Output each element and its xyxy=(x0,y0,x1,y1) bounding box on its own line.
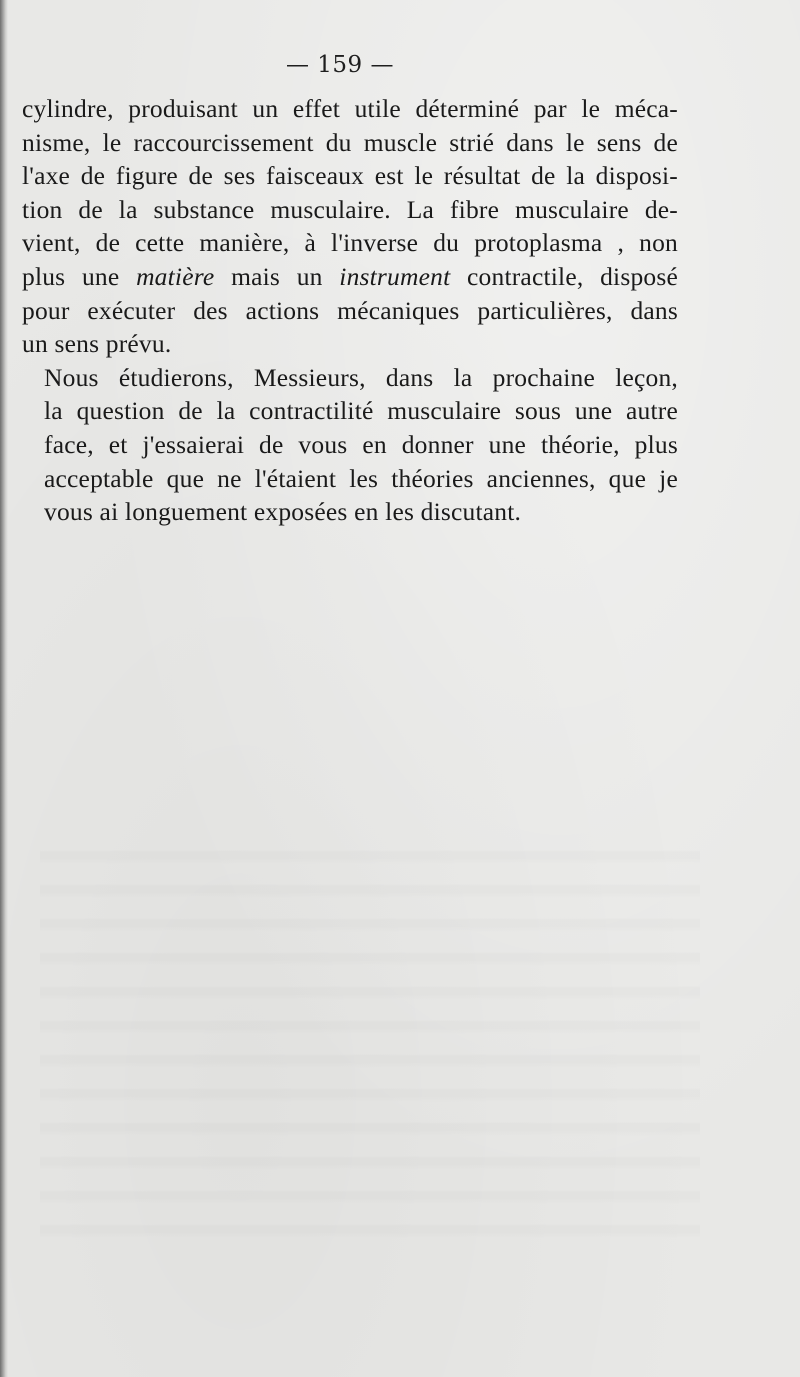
show-through-texture xyxy=(40,830,700,1250)
paragraph-2 xyxy=(22,361,678,529)
paragraph-1 xyxy=(22,92,678,361)
page-number: — 159 — xyxy=(285,52,395,78)
text-line: Nous étudierons, Messieurs, dans la prochaine leçon, xyxy=(44,362,678,392)
text-segment: mais un xyxy=(214,261,340,291)
text-line: un sens prévu. xyxy=(22,329,172,359)
text-line: vous ai longuement exposées en les discutant. xyxy=(44,497,522,527)
text-line: la question de la contractilité musculaire sous une autre xyxy=(44,396,678,426)
text-line: nisme, le raccourcissement du muscle strié dans le sens de xyxy=(22,127,678,157)
page-binding-edge xyxy=(0,0,8,1377)
text-segment: contractile, disposé xyxy=(450,261,678,291)
text-line: face, et j'essaierai de vous en donner une théorie, plus xyxy=(44,429,678,459)
text-line: acceptable que ne l'étaient les théories anciennes, que je xyxy=(44,463,678,493)
text-line: cylindre, produisant un effet utile déterminé par le méca- xyxy=(22,94,678,123)
text-line: vient, de cette manière, à l'inverse du protoplasma , non xyxy=(22,228,678,258)
text-line-with-emphasis xyxy=(22,260,678,294)
text-line: l'axe de figure de ses faisceaux est le résultat de la disposi- xyxy=(22,161,678,191)
text-segment: plus une xyxy=(22,261,137,291)
text-line: tion de la substance musculaire. La fibre musculaire de- xyxy=(22,194,678,224)
emphasis-matiere: matière xyxy=(136,261,215,291)
emphasis-instrument: instrument xyxy=(339,261,451,291)
body-text xyxy=(22,92,678,529)
text-line: pour exécuter des actions mécaniques particulières, dans xyxy=(22,295,678,325)
